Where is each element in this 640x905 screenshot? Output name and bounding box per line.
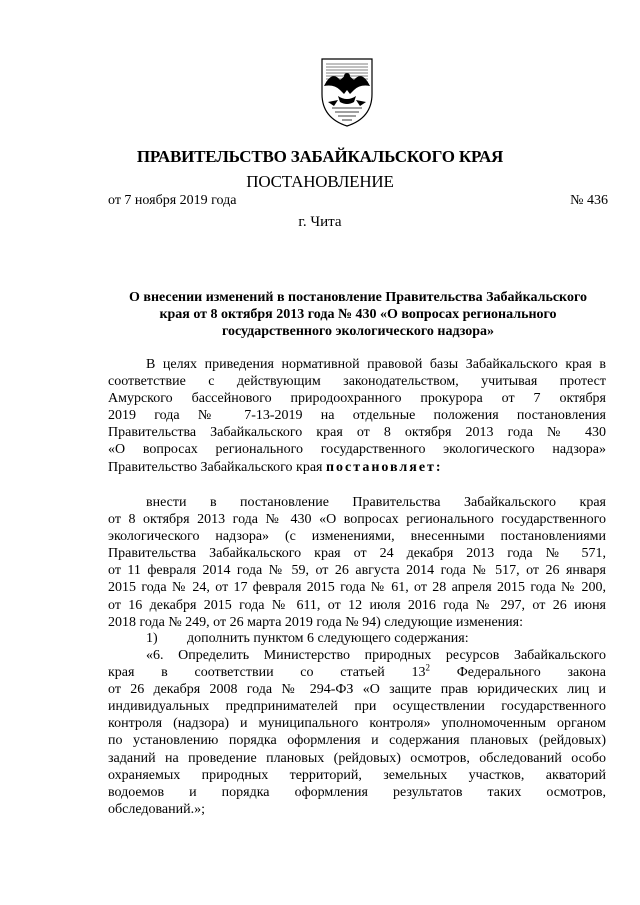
body-line: 2018 года № 249, от 26 марта 2019 года № 94) следующие изменения: xyxy=(108,614,523,630)
body-line: от 11 февраля 2014 года № 59, от 26 августа 2014 года № 517, от 26 января xyxy=(108,563,606,579)
clause-line-before: края в соответствии со статьей 13 xyxy=(108,665,426,681)
preamble-line: Амурского бассейнового природоохранного прокурора от 7 октября xyxy=(108,391,606,407)
body-line: Правительства Забайкальского края от 24 декабря 2013 года № 571, xyxy=(108,546,606,562)
clause-line xyxy=(108,664,606,681)
document-date: от 7 ноября 2019 года xyxy=(108,193,237,208)
document-type: ПОСТАНОВЛЕНИЕ xyxy=(246,172,394,191)
clause-line: охраняемых природных территорий, земельных участков, акваторий xyxy=(108,767,606,783)
body-line: от 8 октября 2013 года № 430 «О вопросах регионального государственного xyxy=(108,512,606,528)
clause-line-after: Федерального закона xyxy=(430,665,607,681)
clause-line: заданий на проведение плановых (рейдовых) осмотров, обследований особо xyxy=(108,750,606,766)
clause-line: контроля (надзора) и муниципального контроля» уполномоченным органом xyxy=(108,716,606,732)
clause-6-paragraph xyxy=(108,647,606,818)
document-city: г. Чита xyxy=(298,214,342,230)
clause-line: «6. Определить Министерство природных ресурсов Забайкальского xyxy=(146,648,606,663)
body-line: от 16 декабря 2015 года № 611, от 12 июля 2016 года № 297, от 26 июня xyxy=(108,597,606,613)
preamble-line: Правительства Забайкальского края от 8 октября 2013 года № 430 xyxy=(108,425,606,441)
preamble-line: соответствие с действующим законодательством, учитывая протест xyxy=(108,374,606,390)
clause-line: по установлению порядка оформления и содержания плановых (рейдовых) xyxy=(108,733,606,749)
clause-line: индивидуальных предпринимателей при осуществлении государственного xyxy=(108,699,606,715)
body-line: внести в постановление Правительства Забайкальского края xyxy=(146,495,606,510)
title-line: края от 8 октября 2013 года № 430 «О вопросах регионального xyxy=(159,307,557,322)
body-paragraph xyxy=(108,494,606,631)
document-title xyxy=(104,289,612,340)
preamble-paragraph xyxy=(108,356,606,476)
preamble-line: 2019 года № 7-13-2019 на отдельные положения постановления xyxy=(108,408,606,424)
preamble-line: «О вопросах регионального государственного экологического надзора» xyxy=(108,442,606,458)
preamble-line xyxy=(108,459,606,476)
list-marker: 1) xyxy=(146,631,158,646)
clause-line: водоемов и порядка оформления результатов таких осмотров, xyxy=(108,784,606,800)
body-line: 2015 года № 24, от 17 февраля 2015 года № 61, от 28 апреля 2015 года № 200, xyxy=(108,580,606,596)
document-number: № 436 xyxy=(570,193,608,208)
clause-line: обследований.»; xyxy=(108,801,205,817)
preamble-line: В целях приведения нормативной правовой базы Забайкальского края в xyxy=(146,357,606,372)
preamble-last-line-start: Правительство Забайкальского края xyxy=(108,459,323,475)
title-line: государственного экологического надзора» xyxy=(221,324,495,339)
resolves-word: постановляет: xyxy=(325,459,443,475)
clause-line: от 26 декабря 2008 года № 294-ФЗ «О защите прав юридических лиц и xyxy=(108,682,606,698)
body-line: экологического надзора» (с изменениями, внесенными постановлениями xyxy=(108,529,606,545)
title-line: О внесении изменений в постановление Правительства Забайкальского xyxy=(129,290,587,305)
coat-of-arms-emblem xyxy=(318,56,376,128)
list-item-text: дополнить пунктом 6 следующего содержания: xyxy=(187,631,469,646)
government-name: ПРАВИТЕЛЬСТВО ЗАБАЙКАЛЬСКОГО КРАЯ xyxy=(136,147,504,166)
list-item-1 xyxy=(108,630,606,647)
article-superscript: 2 xyxy=(425,662,431,673)
